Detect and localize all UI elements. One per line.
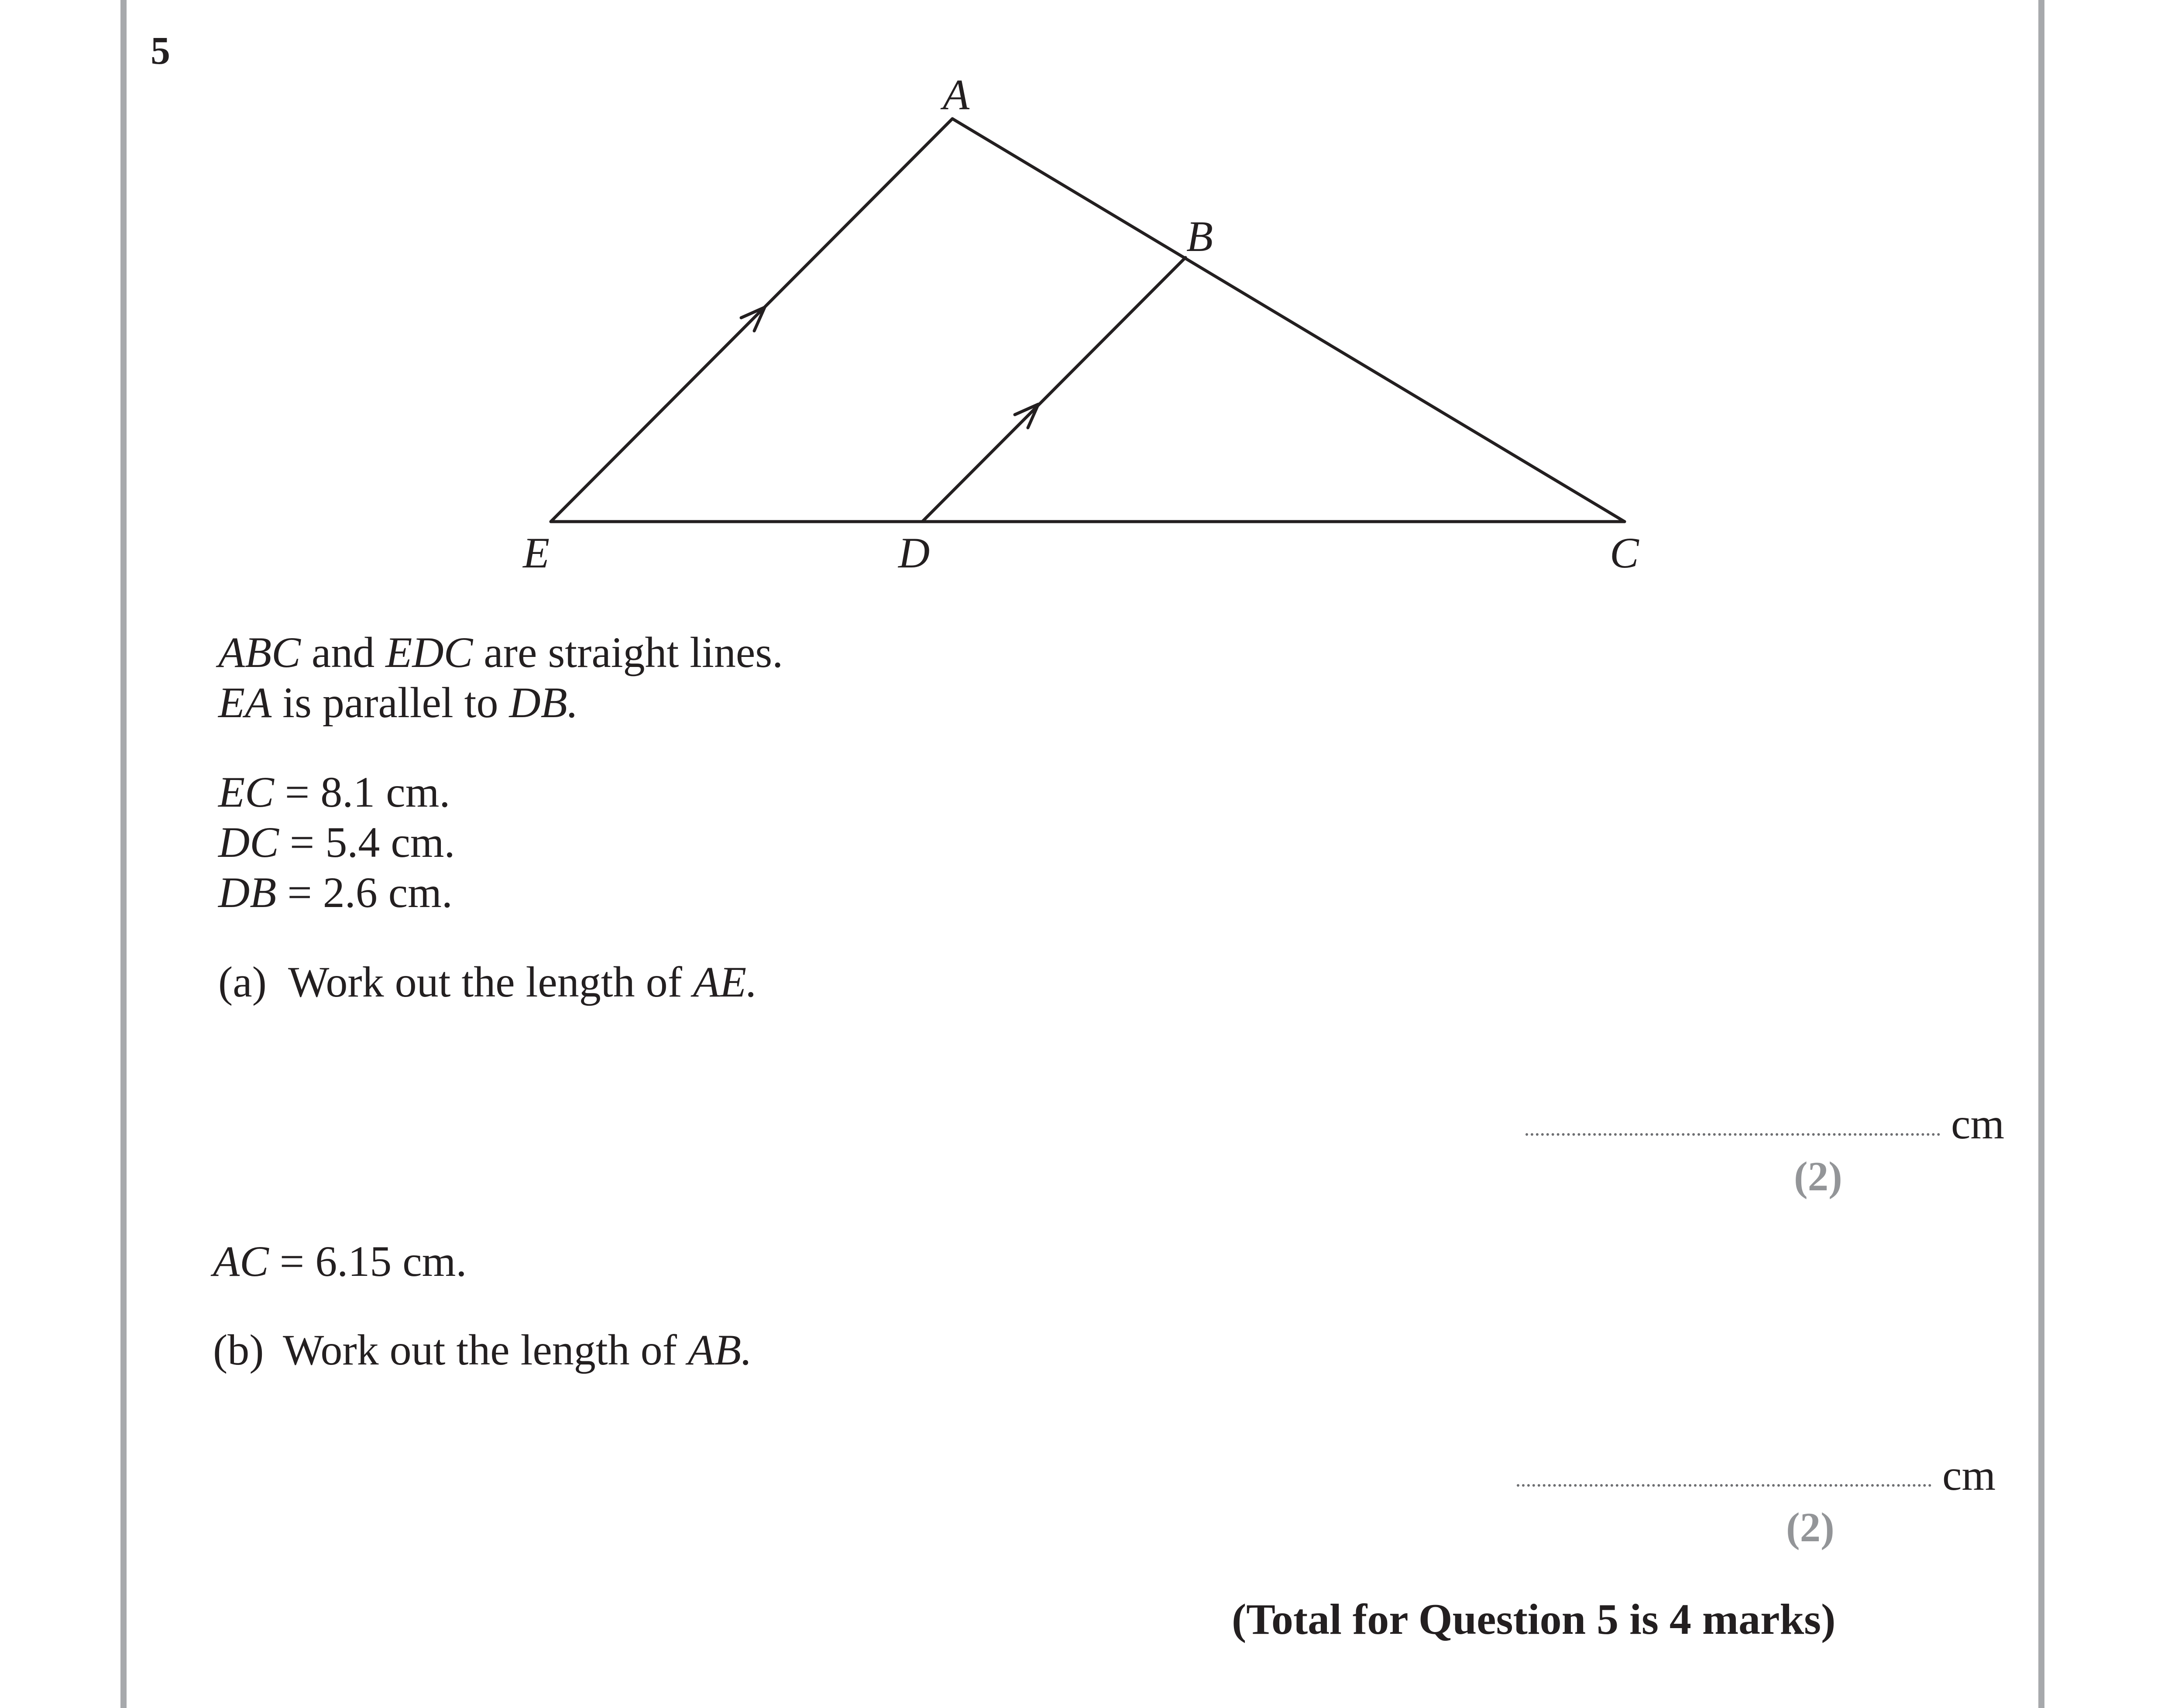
statement-straight-lines: ABC and EDC are straight lines. [218,628,783,677]
vertex-label-a: A [943,70,970,119]
answer-unit-a: cm [1951,1100,2005,1148]
answer-line-b[interactable] [1517,1484,1931,1487]
part-b-label: (b) [213,1326,264,1374]
segment-db [922,258,1185,522]
total-marks: (Total for Question 5 is 4 marks) [1232,1595,1836,1643]
answer-unit-b: cm [1942,1451,1996,1499]
answer-line-a[interactable] [1525,1133,1940,1136]
segment-ac [952,119,1625,522]
vertex-label-c: C [1610,529,1639,577]
part-a-question: (a) Work out the length of AE. [218,958,758,1006]
marks-part-b: (2) [1786,1504,1835,1550]
given-db: DB = 2.6 cm. [218,868,453,917]
part-b-question: (b) Work out the length of AB. [213,1326,752,1374]
part-a-label: (a) [218,958,267,1006]
given-ec: EC = 8.1 cm. [218,768,450,816]
given-dc: DC = 5.4 cm. [218,818,455,866]
question-number: 5 [151,29,170,72]
vertex-label-b: B [1186,212,1213,261]
given-ac: AC = 6.15 cm. [213,1237,467,1285]
statement-parallel: EA is parallel to DB. [218,678,578,727]
vertex-label-d: D [898,529,930,577]
marks-part-a: (2) [1794,1153,1842,1199]
vertex-label-e: E [523,529,550,577]
segment-ea [551,119,952,522]
